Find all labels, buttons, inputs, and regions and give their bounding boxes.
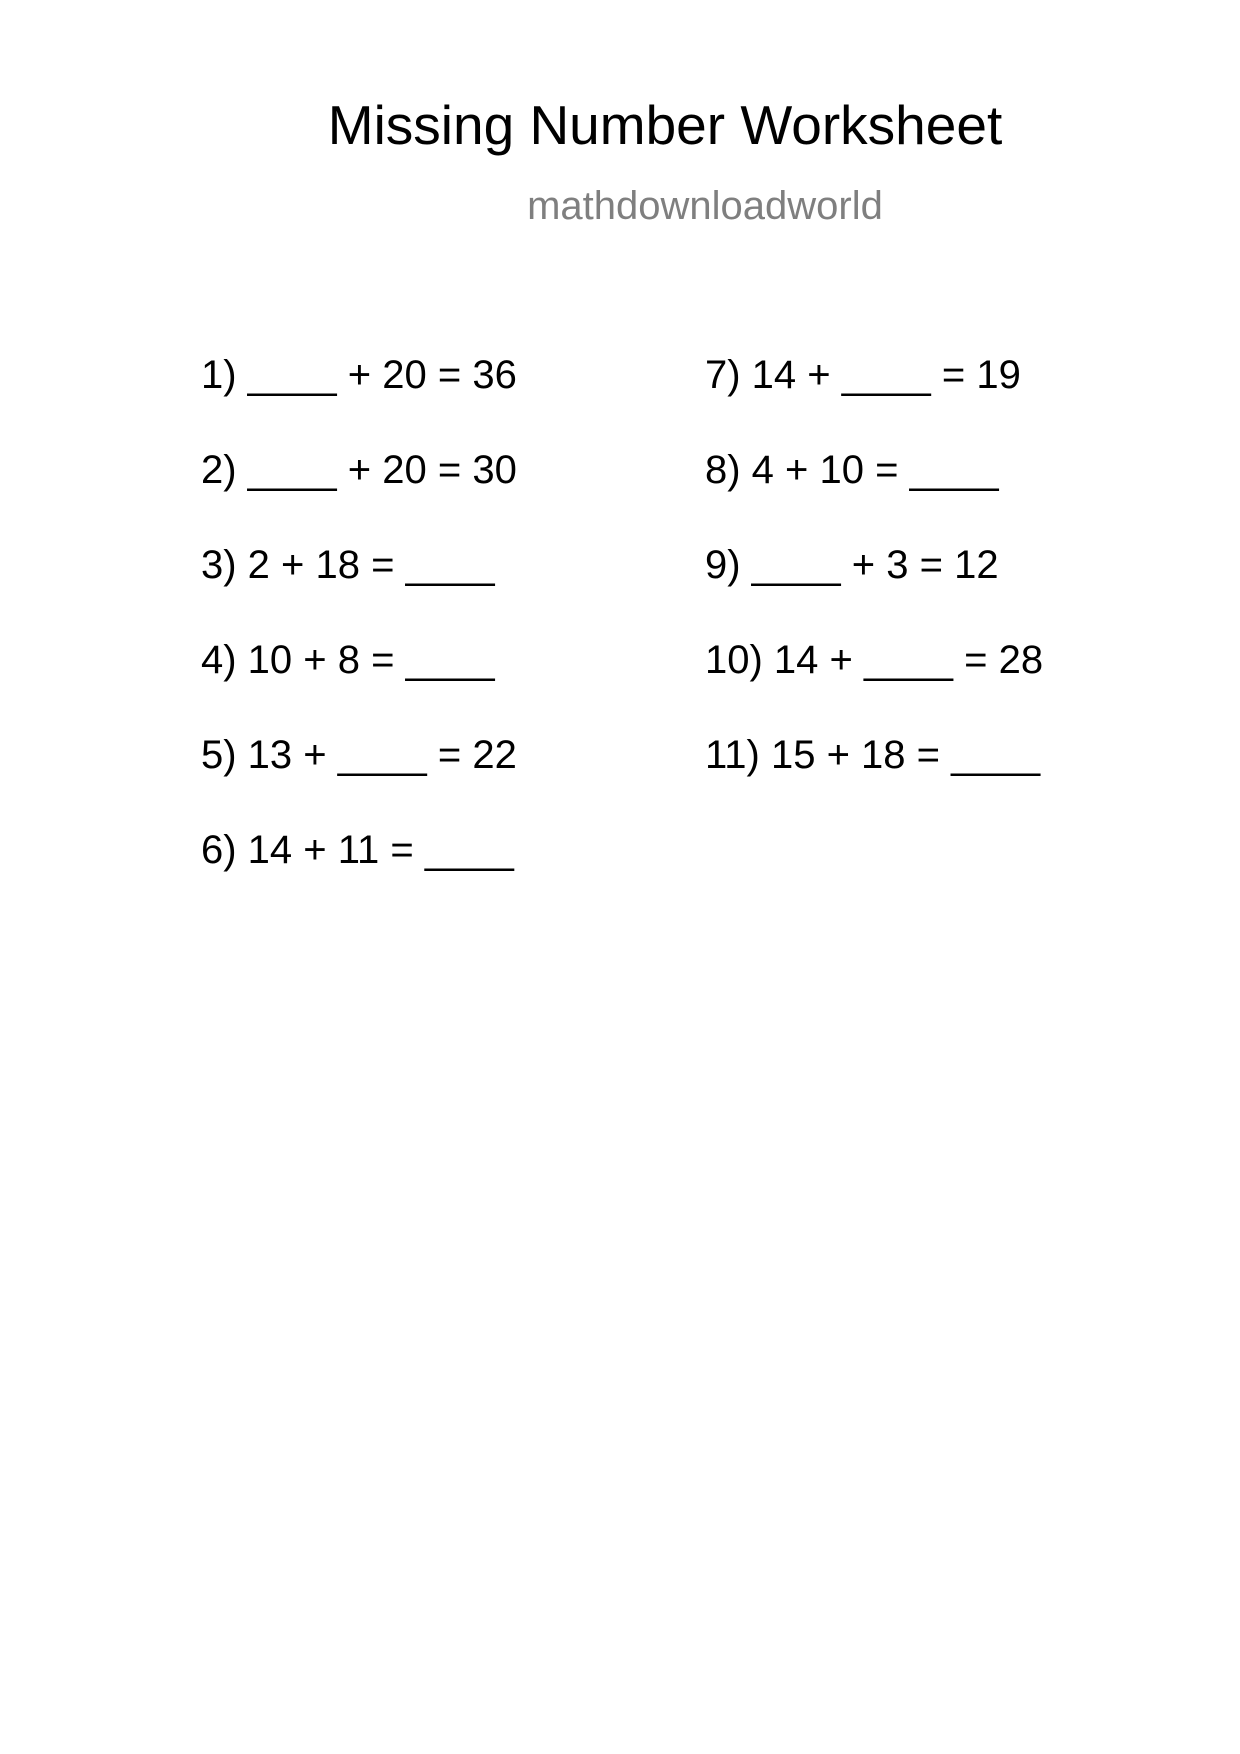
problems-right-column xyxy=(705,355,1043,830)
page-subtitle: mathdownloadworld xyxy=(527,184,883,228)
problem-4: 4) 10 + 8 = ____ xyxy=(201,638,495,682)
problem-9: 9) ____ + 3 = 12 xyxy=(705,543,999,587)
problem-11: 11) 15 + 18 = ____ xyxy=(705,733,1041,777)
page-title: Missing Number Worksheet xyxy=(327,94,1003,156)
problems-left-column xyxy=(201,355,517,925)
problem-7: 7) 14 + ____ = 19 xyxy=(705,353,1021,397)
problem-3: 3) 2 + 18 = ____ xyxy=(201,543,495,587)
problem-10: 10) 14 + ____ = 28 xyxy=(705,638,1044,682)
problem-6: 6) 14 + 11 = ____ xyxy=(201,828,514,872)
problem-8: 8) 4 + 10 = ____ xyxy=(705,448,999,492)
problem-1: 1) ____ + 20 = 36 xyxy=(201,353,517,397)
problem-5: 5) 13 + ____ = 22 xyxy=(201,733,517,777)
problem-2: 2) ____ + 20 = 30 xyxy=(201,448,517,492)
